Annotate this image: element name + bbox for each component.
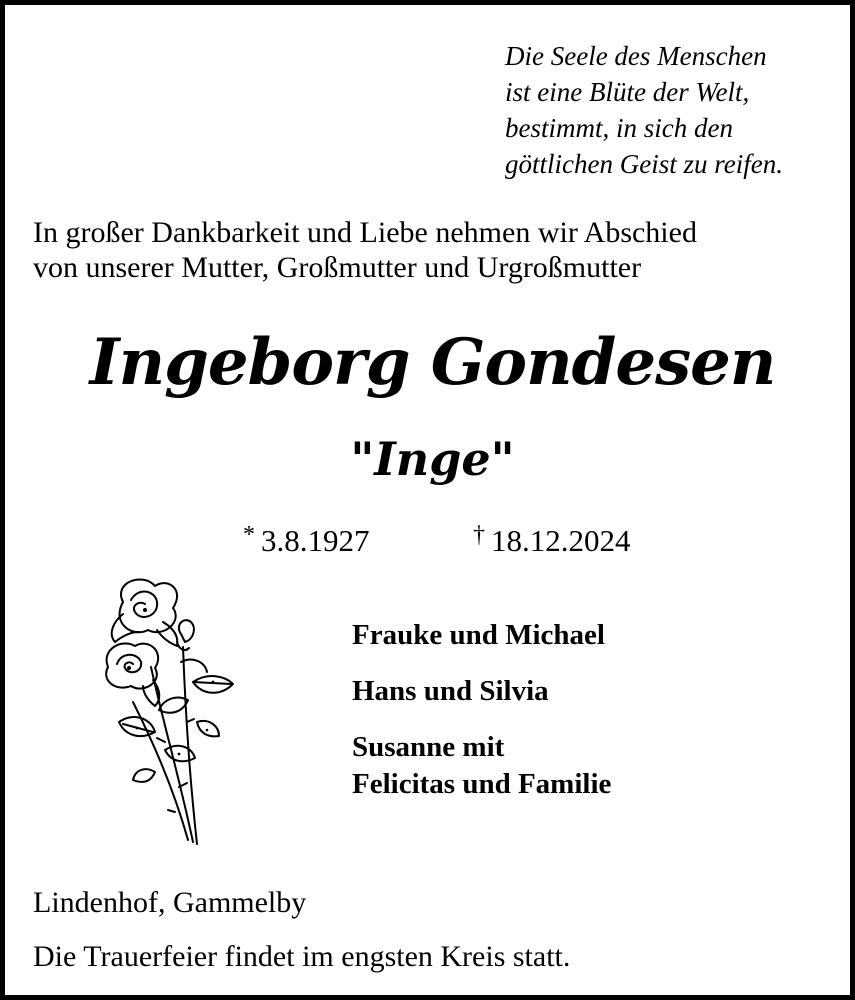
family-group <box>352 673 822 710</box>
quote-line: göttlichen Geist zu reifen. <box>505 149 783 179</box>
intro-text <box>33 215 843 285</box>
quote <box>505 38 835 182</box>
birth-star-icon: * <box>243 522 255 548</box>
family-line: Susanne mit <box>352 731 505 763</box>
death-cross-icon: † <box>473 522 485 548</box>
intro-line: von unserer Mutter, Großmutter und Urgroßmutter <box>33 251 642 284</box>
family-group <box>352 617 822 654</box>
intro-line: In großer Dankbarkeit und Liebe nehmen wir Abschied <box>33 216 697 249</box>
birth-date: 3.8.1927 <box>261 523 370 558</box>
family-list <box>352 617 822 822</box>
death-date-row <box>473 515 631 561</box>
rose-icon <box>93 572 241 852</box>
deceased-name: Ingeborg Gondesen <box>89 325 776 400</box>
quote-line: ist eine Blüte der Welt, <box>505 77 750 107</box>
service-note: Die Trauerfeier findet im engsten Kreis statt. <box>33 940 571 973</box>
death-date: 18.12.2024 <box>491 523 631 558</box>
family-line: Frauke und Michael <box>352 619 605 651</box>
quote-line: Die Seele des Menschen <box>505 41 767 71</box>
family-line: Hans und Silvia <box>352 675 549 707</box>
quote-line: bestimmt, in sich den <box>505 113 733 143</box>
family-line: Felicitas und Familie <box>352 768 612 800</box>
birth-date-row <box>243 515 370 561</box>
place-text: Lindenhof, Gammelby <box>33 886 307 919</box>
deceased-nickname: "Inge" <box>350 432 515 486</box>
family-group <box>352 729 822 803</box>
